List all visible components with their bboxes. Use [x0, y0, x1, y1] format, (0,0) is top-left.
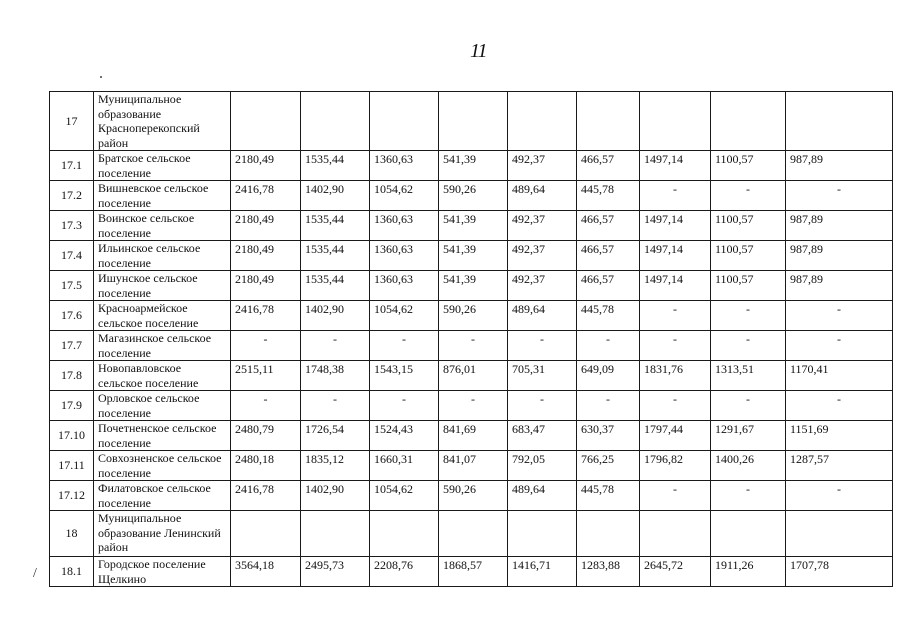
value-cell: - — [301, 391, 370, 421]
value-cell: - — [786, 391, 893, 421]
value-cell: 1535,44 — [301, 211, 370, 241]
table-row — [50, 421, 893, 451]
value-cell: - — [370, 331, 439, 361]
value-cell: 1497,14 — [640, 241, 711, 271]
value-cell: 876,01 — [439, 361, 508, 391]
value-cell: 489,64 — [508, 181, 577, 211]
table-row — [50, 361, 893, 391]
value-cell: - — [439, 331, 508, 361]
value-cell: 445,78 — [577, 181, 640, 211]
value-cell: 841,07 — [439, 451, 508, 481]
value-cell: 2180,49 — [231, 241, 301, 271]
row-number: 17.12 — [50, 481, 94, 511]
settlement-name: Воинское сельское поселение — [94, 211, 231, 241]
value-cell — [231, 92, 301, 151]
value-cell: 590,26 — [439, 181, 508, 211]
value-cell: 541,39 — [439, 271, 508, 301]
value-cell: - — [711, 301, 786, 331]
value-cell: 683,47 — [508, 421, 577, 451]
settlement-name: Орловское сельское поселение — [94, 391, 231, 421]
value-cell — [786, 511, 893, 557]
value-cell: - — [640, 391, 711, 421]
settlement-name: Ишунское сельское поселение — [94, 271, 231, 301]
value-cell: - — [711, 181, 786, 211]
value-cell — [711, 92, 786, 151]
value-cell: 1400,26 — [711, 451, 786, 481]
row-number: 17.11 — [50, 451, 94, 481]
settlement-name: Красноармейское сельское поселение — [94, 301, 231, 331]
value-cell: 1707,78 — [786, 557, 893, 587]
table-section-row — [50, 92, 893, 151]
value-cell: 466,57 — [577, 241, 640, 271]
settlement-name: Братское сельское поселение — [94, 151, 231, 181]
value-cell: 705,31 — [508, 361, 577, 391]
value-cell: 492,37 — [508, 211, 577, 241]
value-cell: 1283,88 — [577, 557, 640, 587]
table-row — [50, 301, 893, 331]
value-cell: 2180,49 — [231, 271, 301, 301]
value-cell: 466,57 — [577, 211, 640, 241]
value-cell: 541,39 — [439, 211, 508, 241]
value-cell: 1797,44 — [640, 421, 711, 451]
value-cell: 541,39 — [439, 241, 508, 271]
row-number: 18.1 — [50, 557, 94, 587]
value-cell: 987,89 — [786, 271, 893, 301]
value-cell — [640, 92, 711, 151]
value-cell: 492,37 — [508, 151, 577, 181]
value-cell: - — [640, 331, 711, 361]
table-row — [50, 271, 893, 301]
value-cell — [370, 511, 439, 557]
value-cell — [439, 511, 508, 557]
row-number: 17.1 — [50, 151, 94, 181]
table-row — [50, 241, 893, 271]
value-cell: - — [301, 331, 370, 361]
value-cell: 1796,82 — [640, 451, 711, 481]
value-cell: 1100,57 — [711, 241, 786, 271]
table-body — [50, 92, 893, 587]
value-cell: 2495,73 — [301, 557, 370, 587]
value-cell — [370, 92, 439, 151]
value-cell: - — [711, 481, 786, 511]
value-cell: 1402,90 — [301, 481, 370, 511]
settlement-name: Ильинское сельское поселение — [94, 241, 231, 271]
value-cell: 590,26 — [439, 481, 508, 511]
value-cell: 492,37 — [508, 271, 577, 301]
value-cell — [301, 92, 370, 151]
value-cell: 792,05 — [508, 451, 577, 481]
value-cell: 1360,63 — [370, 211, 439, 241]
value-cell: 1748,38 — [301, 361, 370, 391]
value-cell — [508, 92, 577, 151]
value-cell: 1402,90 — [301, 181, 370, 211]
page-number: 11 — [470, 40, 487, 62]
value-cell: 766,25 — [577, 451, 640, 481]
row-number: 17.2 — [50, 181, 94, 211]
value-cell: 1535,44 — [301, 151, 370, 181]
row-number: 17.6 — [50, 301, 94, 331]
row-number: 17.8 — [50, 361, 94, 391]
value-cell: 2208,76 — [370, 557, 439, 587]
value-cell: 1416,71 — [508, 557, 577, 587]
table-row — [50, 151, 893, 181]
table-row — [50, 331, 893, 361]
row-number: 18 — [50, 511, 94, 557]
value-cell: 987,89 — [786, 241, 893, 271]
value-cell: 1497,14 — [640, 211, 711, 241]
table-row — [50, 481, 893, 511]
table-section-row — [50, 511, 893, 557]
value-cell: 1100,57 — [711, 151, 786, 181]
scan-artifact-mark: / — [33, 566, 37, 581]
value-cell: - — [711, 331, 786, 361]
settlement-name: Магазинское сельское поселение — [94, 331, 231, 361]
value-cell: - — [508, 331, 577, 361]
value-cell: 1543,15 — [370, 361, 439, 391]
tariff-table — [49, 91, 893, 587]
settlement-name: Совхозненское сельское поселение — [94, 451, 231, 481]
settlement-name: Вишневское сельское поселение — [94, 181, 231, 211]
value-cell: 2180,49 — [231, 151, 301, 181]
settlement-name: Почетненское сельское поселение — [94, 421, 231, 451]
value-cell — [301, 511, 370, 557]
table-row — [50, 211, 893, 241]
value-cell: 1054,62 — [370, 481, 439, 511]
value-cell: 841,69 — [439, 421, 508, 451]
value-cell — [508, 511, 577, 557]
table-row — [50, 451, 893, 481]
value-cell — [640, 511, 711, 557]
value-cell: 1660,31 — [370, 451, 439, 481]
value-cell: - — [786, 331, 893, 361]
value-cell: 1360,63 — [370, 151, 439, 181]
value-cell — [786, 92, 893, 151]
value-cell: - — [640, 181, 711, 211]
value-cell: 590,26 — [439, 301, 508, 331]
value-cell: 2416,78 — [231, 481, 301, 511]
municipality-name: Муниципальное образование Красноперекопский район — [94, 92, 231, 151]
value-cell: 1497,14 — [640, 271, 711, 301]
value-cell: 1497,14 — [640, 151, 711, 181]
value-cell: 1100,57 — [711, 271, 786, 301]
municipality-name: Муниципальное образование Ленинский район — [94, 511, 231, 557]
scan-artifact-dot — [100, 76, 102, 78]
value-cell: - — [640, 481, 711, 511]
settlement-name: Городское поселение Щелкино — [94, 557, 231, 587]
value-cell: 2180,49 — [231, 211, 301, 241]
value-cell: 1402,90 — [301, 301, 370, 331]
value-cell: 2645,72 — [640, 557, 711, 587]
value-cell: 2480,79 — [231, 421, 301, 451]
row-number: 17.5 — [50, 271, 94, 301]
value-cell: 2480,18 — [231, 451, 301, 481]
value-cell: - — [439, 391, 508, 421]
table-row — [50, 181, 893, 211]
value-cell: 1151,69 — [786, 421, 893, 451]
value-cell: 1831,76 — [640, 361, 711, 391]
value-cell: - — [640, 301, 711, 331]
value-cell: 649,09 — [577, 361, 640, 391]
value-cell: 2515,11 — [231, 361, 301, 391]
value-cell: - — [577, 331, 640, 361]
value-cell: 1360,63 — [370, 241, 439, 271]
settlement-name: Филатовское сельское поселение — [94, 481, 231, 511]
value-cell: 489,64 — [508, 481, 577, 511]
table-row — [50, 557, 893, 587]
value-cell: 445,78 — [577, 481, 640, 511]
value-cell: - — [577, 391, 640, 421]
value-cell: 1360,63 — [370, 271, 439, 301]
value-cell: - — [711, 391, 786, 421]
value-cell: - — [786, 481, 893, 511]
value-cell — [439, 92, 508, 151]
row-number: 17.4 — [50, 241, 94, 271]
row-number: 17.10 — [50, 421, 94, 451]
value-cell: 1287,57 — [786, 451, 893, 481]
value-cell: - — [508, 391, 577, 421]
row-number: 17 — [50, 92, 94, 151]
value-cell: 466,57 — [577, 271, 640, 301]
value-cell: 1054,62 — [370, 301, 439, 331]
value-cell: 492,37 — [508, 241, 577, 271]
value-cell: 1726,54 — [301, 421, 370, 451]
value-cell: 1313,51 — [711, 361, 786, 391]
value-cell: 2416,78 — [231, 301, 301, 331]
value-cell: 1524,43 — [370, 421, 439, 451]
value-cell: 1535,44 — [301, 271, 370, 301]
value-cell — [577, 511, 640, 557]
value-cell: 466,57 — [577, 151, 640, 181]
value-cell: - — [786, 301, 893, 331]
value-cell: 987,89 — [786, 151, 893, 181]
row-number: 17.9 — [50, 391, 94, 421]
value-cell: 1170,41 — [786, 361, 893, 391]
value-cell: 445,78 — [577, 301, 640, 331]
value-cell: 1911,26 — [711, 557, 786, 587]
value-cell: 1291,67 — [711, 421, 786, 451]
value-cell: 3564,18 — [231, 557, 301, 587]
settlement-name: Новопавловское сельское поселение — [94, 361, 231, 391]
value-cell: - — [231, 391, 301, 421]
value-cell: - — [370, 391, 439, 421]
value-cell: 541,39 — [439, 151, 508, 181]
value-cell — [231, 511, 301, 557]
value-cell: - — [231, 331, 301, 361]
value-cell: 1868,57 — [439, 557, 508, 587]
value-cell: 2416,78 — [231, 181, 301, 211]
value-cell: 1100,57 — [711, 211, 786, 241]
value-cell: 1054,62 — [370, 181, 439, 211]
value-cell: - — [786, 181, 893, 211]
value-cell: 987,89 — [786, 211, 893, 241]
value-cell — [577, 92, 640, 151]
row-number: 17.3 — [50, 211, 94, 241]
value-cell — [711, 511, 786, 557]
value-cell: 1535,44 — [301, 241, 370, 271]
value-cell: 1835,12 — [301, 451, 370, 481]
table-row — [50, 391, 893, 421]
value-cell: 489,64 — [508, 301, 577, 331]
value-cell: 630,37 — [577, 421, 640, 451]
row-number: 17.7 — [50, 331, 94, 361]
